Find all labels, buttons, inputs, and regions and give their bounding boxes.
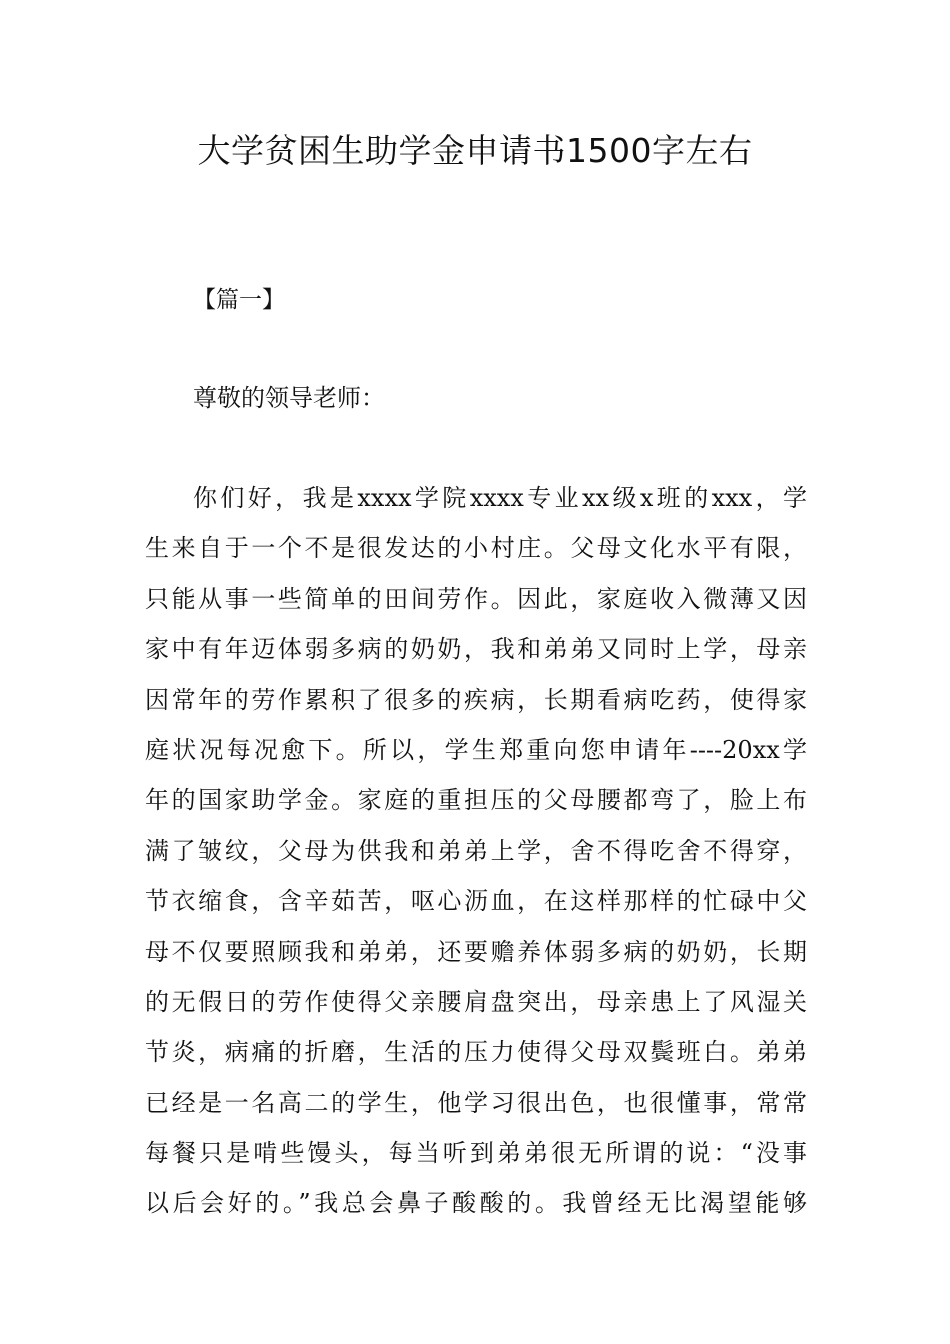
body-line: 年的国家助学金。家庭的重担压的父母腰都弯了，脸上布 [145, 786, 807, 815]
section-label: 【篇一】 [193, 287, 285, 313]
body-line: 因常年的劳作累积了很多的疾病，长期看病吃药，使得家 [145, 685, 807, 714]
body-line: 母不仅要照顾我和弟弟，还要赡养体弱多病的奶奶，长期 [145, 937, 807, 966]
salutation: 尊敬的领导老师： [193, 384, 385, 412]
body-line: 的无假日的劳作使得父亲腰肩盘突出，母亲患上了风湿关 [145, 987, 807, 1016]
body-line: 以后会好的。”我总会鼻子酸酸的。我曾经无比渴望能够 [145, 1189, 807, 1218]
body-line: 只能从事一些简单的田间劳作。因此，家庭收入微薄又因 [145, 584, 807, 613]
body-line: 生来自于一个不是很发达的小村庄。父母文化水平有限， [145, 534, 807, 563]
document-title: 大学贫困生助学金申请书1500字左右 [197, 131, 753, 170]
body-line: 已经是一名高二的学生，他学习很出色，也很懂事，常常 [145, 1088, 807, 1117]
body-paragraph [145, 478, 807, 1234]
body-line: 庭状况每况愈下。所以，学生郑重向您申请年----20xx学 [145, 735, 807, 764]
body-line: 家中有年迈体弱多病的奶奶，我和弟弟又同时上学，母亲 [145, 635, 807, 664]
body-line: 你们好，我是xxxx学院xxxx专业xx级x班的xxx，学 [193, 484, 807, 512]
body-line: 节衣缩食，含辛茹苦，呕心沥血，在这样那样的忙碌中父 [145, 887, 807, 916]
body-line: 每餐只是啃些馒头，每当听到弟弟很无所谓的说：“没事 [145, 1139, 807, 1168]
body-line: 节炎，病痛的折磨，生活的压力使得父母双鬓班白。弟弟 [145, 1038, 807, 1067]
body-line: 满了皱纹，父母为供我和弟弟上学，舍不得吃舍不得穿， [145, 836, 807, 865]
